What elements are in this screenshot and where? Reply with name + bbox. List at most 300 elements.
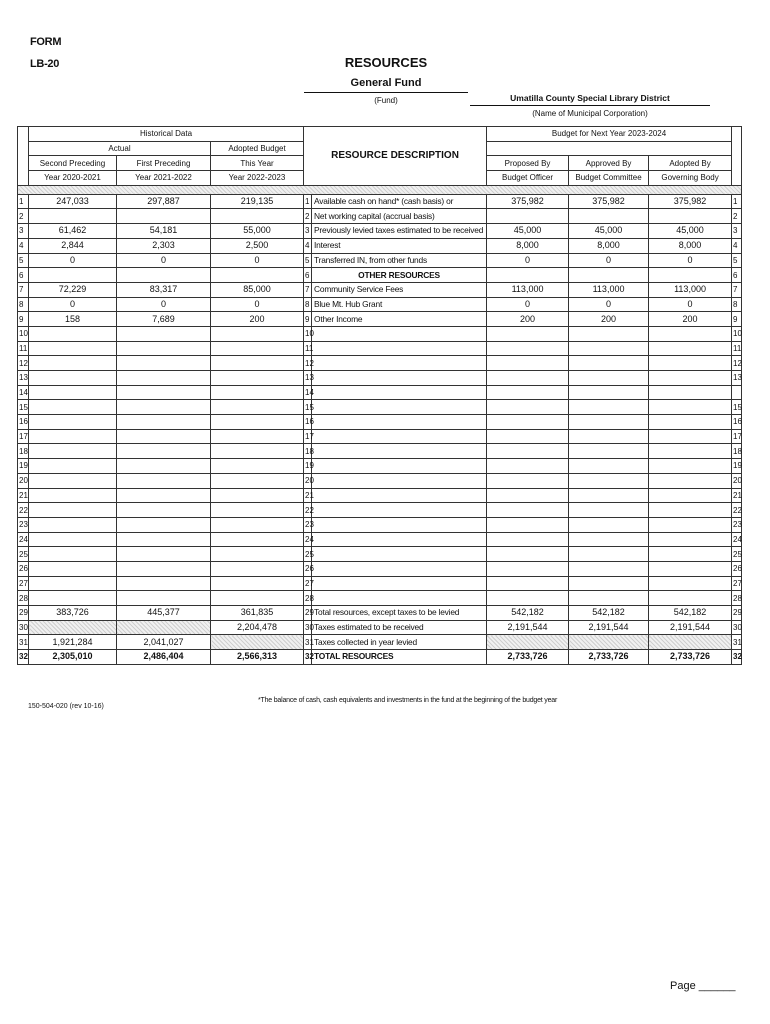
line-number-inner: 7	[304, 282, 312, 297]
first-preceding-value	[117, 503, 211, 518]
adopted-this-year-value	[211, 576, 304, 591]
line-number: 12	[18, 356, 29, 371]
adopted-this-year-value	[211, 429, 304, 444]
approved-value	[569, 371, 649, 386]
resource-description: Taxes collected in year levied	[312, 635, 487, 650]
adopted-this-year-value	[211, 326, 304, 341]
table-row	[18, 444, 742, 459]
line-number-right: 7	[732, 282, 742, 297]
second-preceding-value	[29, 209, 117, 224]
proposed-value	[487, 576, 569, 591]
line-number-inner: 1	[304, 194, 312, 209]
footnote: *The balance of cash, cash equivalents and investments in the fund at the beginning of the budget year	[258, 697, 558, 704]
line-number-inner: 13	[304, 371, 312, 386]
resource-description	[312, 488, 487, 503]
first-preceding-value	[117, 473, 211, 488]
second-preceding-line2: Year 2020-2021	[29, 171, 117, 186]
line-number-right: 24	[732, 532, 742, 547]
second-preceding-value: 2,844	[29, 238, 117, 253]
adopted-value: 200	[649, 312, 732, 327]
table-row	[18, 561, 742, 576]
line-number-right: 13	[732, 371, 742, 386]
line-number-right: 15	[732, 400, 742, 415]
resource-description: Other Income	[312, 312, 487, 327]
resource-description: Previously levied taxes estimated to be received	[312, 224, 487, 239]
resource-description: Net working capital (accrual basis)	[312, 209, 487, 224]
second-preceding-value: 383,726	[29, 606, 117, 621]
resource-description	[312, 429, 487, 444]
proposed-value	[487, 209, 569, 224]
line-number: 21	[18, 488, 29, 503]
second-preceding-value: 158	[29, 312, 117, 327]
table-row	[18, 488, 742, 503]
adopted-value	[649, 561, 732, 576]
second-preceding-value	[29, 268, 117, 283]
line-number: 25	[18, 547, 29, 562]
second-preceding-value	[29, 503, 117, 518]
adopted-value	[649, 444, 732, 459]
table-row	[18, 268, 742, 283]
first-preceding-value: 2,041,027	[117, 635, 211, 650]
table-row	[18, 326, 742, 341]
proposed-value: 0	[487, 297, 569, 312]
adopted-this-year-value	[211, 371, 304, 386]
table-row	[18, 312, 742, 327]
actual-header: Actual	[29, 141, 211, 156]
resource-description	[312, 517, 487, 532]
second-preceding-value	[29, 488, 117, 503]
resource-description: Transferred IN, from other funds	[312, 253, 487, 268]
first-preceding-value: 0	[117, 253, 211, 268]
approved-value: 542,182	[569, 606, 649, 621]
first-preceding-line2: Year 2021-2022	[117, 171, 211, 186]
first-preceding-value	[117, 371, 211, 386]
resource-description	[312, 371, 487, 386]
line-number-right: 11	[732, 341, 742, 356]
budget-next-year-header: Budget for Next Year 2023-2024	[487, 127, 732, 142]
adopted-value	[649, 576, 732, 591]
adopted-this-year-value	[211, 415, 304, 430]
resource-description: Available cash on hand* (cash basis) or	[312, 194, 487, 209]
adopted-this-year-value	[211, 444, 304, 459]
line-number-right: 8	[732, 297, 742, 312]
proposed-value	[487, 429, 569, 444]
adopted-this-year-value	[211, 400, 304, 415]
adopted-value	[649, 400, 732, 415]
approved-value: 8,000	[569, 238, 649, 253]
adopted-value	[649, 547, 732, 562]
second-preceding-value	[29, 400, 117, 415]
resource-description	[312, 547, 487, 562]
proposed-value	[487, 517, 569, 532]
first-preceding-value: 7,689	[117, 312, 211, 327]
first-preceding-value	[117, 591, 211, 606]
adopted-this-year-line1: Adopted Budget	[211, 141, 304, 156]
line-number-inner: 19	[304, 459, 312, 474]
line-number-right: 30	[732, 620, 742, 635]
line-number-inner: 17	[304, 429, 312, 444]
adopted-this-year-value: 200	[211, 312, 304, 327]
proposed-value	[487, 635, 569, 650]
line-number-right: 31	[732, 635, 742, 650]
line-number-right: 12	[732, 356, 742, 371]
line-number: 9	[18, 312, 29, 327]
line-number-inner: 5	[304, 253, 312, 268]
adopted-this-year-value	[211, 517, 304, 532]
line-number: 15	[18, 400, 29, 415]
adopted-line1: Adopted By	[649, 156, 732, 171]
line-number-right: 29	[732, 606, 742, 621]
line-number: 8	[18, 297, 29, 312]
line-number-inner: 18	[304, 444, 312, 459]
page-number: Page ______	[670, 980, 736, 992]
line-number-right: 16	[732, 415, 742, 430]
adopted-value	[649, 341, 732, 356]
proposed-value: 0	[487, 253, 569, 268]
line-number-right: 23	[732, 517, 742, 532]
line-number: 19	[18, 459, 29, 474]
first-preceding-value	[117, 326, 211, 341]
adopted-value	[649, 356, 732, 371]
adopted-this-year-value: 219,135	[211, 194, 304, 209]
second-preceding-value	[29, 561, 117, 576]
line-number-inner: 6	[304, 268, 312, 283]
table-row	[18, 209, 742, 224]
line-number: 3	[18, 224, 29, 239]
adopted-this-year-line2: This Year	[211, 156, 304, 171]
line-number: 14	[18, 385, 29, 400]
resource-description	[312, 341, 487, 356]
first-preceding-value	[117, 620, 211, 635]
proposed-value: 375,982	[487, 194, 569, 209]
line-number: 20	[18, 473, 29, 488]
resource-description: OTHER RESOURCES	[312, 268, 487, 283]
proposed-value	[487, 591, 569, 606]
resource-description	[312, 473, 487, 488]
approved-value	[569, 561, 649, 576]
table-row	[18, 341, 742, 356]
line-number-inner: 9	[304, 312, 312, 327]
resource-description	[312, 576, 487, 591]
proposed-value	[487, 532, 569, 547]
adopted-value	[649, 209, 732, 224]
line-number-inner: 26	[304, 561, 312, 576]
line-number-right: 28	[732, 591, 742, 606]
line-number: 23	[18, 517, 29, 532]
adopted-value	[649, 503, 732, 518]
proposed-value	[487, 488, 569, 503]
proposed-line2: Budget Officer	[487, 171, 569, 186]
table-row	[18, 400, 742, 415]
approved-value: 375,982	[569, 194, 649, 209]
proposed-value	[487, 356, 569, 371]
line-number-inner: 12	[304, 356, 312, 371]
approved-value	[569, 591, 649, 606]
adopted-this-year-value	[211, 268, 304, 283]
approved-value	[569, 576, 649, 591]
proposed-value: 200	[487, 312, 569, 327]
approved-value	[569, 444, 649, 459]
line-number: 2	[18, 209, 29, 224]
adopted-this-year-value: 2,500	[211, 238, 304, 253]
adopted-this-year-value	[211, 503, 304, 518]
line-number-inner: 4	[304, 238, 312, 253]
line-number-right: 22	[732, 503, 742, 518]
approved-value: 113,000	[569, 282, 649, 297]
line-number: 26	[18, 561, 29, 576]
second-preceding-value	[29, 415, 117, 430]
first-preceding-value	[117, 429, 211, 444]
first-preceding-line1: First Preceding	[117, 156, 211, 171]
line-number-right: 21	[732, 488, 742, 503]
adopted-value	[649, 326, 732, 341]
municipality-underline	[470, 105, 710, 106]
table-row	[18, 473, 742, 488]
proposed-value	[487, 385, 569, 400]
line-number-inner: 23	[304, 517, 312, 532]
line-number: 18	[18, 444, 29, 459]
table-row	[18, 591, 742, 606]
second-preceding-value	[29, 517, 117, 532]
resource-description	[312, 503, 487, 518]
line-number-right: 25	[732, 547, 742, 562]
line-number-right: 5	[732, 253, 742, 268]
first-preceding-value	[117, 547, 211, 562]
line-number-inner: 30	[304, 620, 312, 635]
proposed-value: 113,000	[487, 282, 569, 297]
line-number: 5	[18, 253, 29, 268]
approved-value: 0	[569, 253, 649, 268]
adopted-this-year-value	[211, 547, 304, 562]
resource-description	[312, 326, 487, 341]
resource-description	[312, 356, 487, 371]
line-number-right: 19	[732, 459, 742, 474]
adopted-value	[649, 371, 732, 386]
form-number: LB-20	[30, 58, 60, 70]
approved-value: 200	[569, 312, 649, 327]
line-number: 29	[18, 606, 29, 621]
historical-data-header: Historical Data	[29, 127, 304, 142]
adopted-line2: Governing Body	[649, 171, 732, 186]
second-preceding-value: 0	[29, 297, 117, 312]
approved-line1: Approved By	[569, 156, 649, 171]
adopted-value	[649, 517, 732, 532]
proposed-value	[487, 326, 569, 341]
line-number-inner: 3	[304, 224, 312, 239]
resource-description: TOTAL RESOURCES	[312, 650, 487, 665]
second-preceding-value	[29, 620, 117, 635]
table-row	[18, 297, 742, 312]
table-row	[18, 650, 742, 665]
line-number-right: 20	[732, 473, 742, 488]
adopted-value	[649, 473, 732, 488]
second-preceding-value	[29, 326, 117, 341]
line-number: 13	[18, 371, 29, 386]
adopted-this-year-value	[211, 209, 304, 224]
line-number: 30	[18, 620, 29, 635]
second-preceding-value	[29, 532, 117, 547]
resource-description-header: RESOURCE DESCRIPTION	[304, 127, 487, 186]
adopted-this-year-value: 55,000	[211, 224, 304, 239]
adopted-this-year-value: 0	[211, 253, 304, 268]
adopted-value	[649, 385, 732, 400]
adopted-value	[649, 429, 732, 444]
adopted-value	[649, 635, 732, 650]
line-number-inner: 10	[304, 326, 312, 341]
second-preceding-value: 72,229	[29, 282, 117, 297]
adopted-this-year-value	[211, 473, 304, 488]
proposed-value: 542,182	[487, 606, 569, 621]
proposed-value	[487, 459, 569, 474]
resource-description: Taxes estimated to be received	[312, 620, 487, 635]
table-row	[18, 385, 742, 400]
adopted-value: 8,000	[649, 238, 732, 253]
line-number-inner: 16	[304, 415, 312, 430]
line-number: 28	[18, 591, 29, 606]
resource-description	[312, 459, 487, 474]
line-number: 31	[18, 635, 29, 650]
line-number: 6	[18, 268, 29, 283]
line-number-inner: 11	[304, 341, 312, 356]
approved-value	[569, 488, 649, 503]
second-preceding-value	[29, 576, 117, 591]
approved-value	[569, 268, 649, 283]
line-number-right: 1	[732, 194, 742, 209]
resource-description	[312, 415, 487, 430]
second-preceding-value: 61,462	[29, 224, 117, 239]
table-row	[18, 459, 742, 474]
adopted-value	[649, 532, 732, 547]
adopted-value	[649, 459, 732, 474]
adopted-value	[649, 591, 732, 606]
line-number: 16	[18, 415, 29, 430]
line-number: 17	[18, 429, 29, 444]
approved-value	[569, 341, 649, 356]
page-title: RESOURCES	[344, 55, 428, 70]
line-number-right: 6	[732, 268, 742, 283]
first-preceding-value: 83,317	[117, 282, 211, 297]
proposed-value	[487, 547, 569, 562]
table-row	[18, 503, 742, 518]
approved-value	[569, 356, 649, 371]
proposed-value	[487, 415, 569, 430]
first-preceding-value: 2,303	[117, 238, 211, 253]
line-number: 24	[18, 532, 29, 547]
adopted-value: 542,182	[649, 606, 732, 621]
adopted-this-year-value	[211, 341, 304, 356]
adopted-value: 113,000	[649, 282, 732, 297]
line-number-right: 4	[732, 238, 742, 253]
proposed-value	[487, 371, 569, 386]
resource-description: Blue Mt. Hub Grant	[312, 297, 487, 312]
second-preceding-value	[29, 444, 117, 459]
line-number-right: 32	[732, 650, 742, 665]
approved-value	[569, 415, 649, 430]
line-number-inner: 24	[304, 532, 312, 547]
line-number-right: 18	[732, 444, 742, 459]
adopted-value: 2,191,544	[649, 620, 732, 635]
adopted-this-year-value	[211, 459, 304, 474]
resource-description	[312, 561, 487, 576]
first-preceding-value	[117, 385, 211, 400]
line-number-inner: 28	[304, 591, 312, 606]
adopted-this-year-value: 361,835	[211, 606, 304, 621]
line-number-inner: 15	[304, 400, 312, 415]
second-preceding-value	[29, 459, 117, 474]
resource-description	[312, 444, 487, 459]
line-number-right: 3	[732, 224, 742, 239]
proposed-value: 8,000	[487, 238, 569, 253]
line-number-right	[732, 385, 742, 400]
first-preceding-value	[117, 576, 211, 591]
table-row	[18, 429, 742, 444]
adopted-this-year-value: 0	[211, 297, 304, 312]
table-row	[18, 238, 742, 253]
first-preceding-value: 445,377	[117, 606, 211, 621]
approved-value	[569, 547, 649, 562]
second-preceding-value	[29, 371, 117, 386]
approved-value	[569, 532, 649, 547]
line-number-inner: 32	[304, 650, 312, 665]
first-preceding-value	[117, 356, 211, 371]
adopted-this-year-value	[211, 561, 304, 576]
proposed-value: 2,191,544	[487, 620, 569, 635]
adopted-this-year-value: 2,204,478	[211, 620, 304, 635]
approved-value	[569, 209, 649, 224]
first-preceding-value: 297,887	[117, 194, 211, 209]
first-preceding-value	[117, 268, 211, 283]
resource-description	[312, 532, 487, 547]
line-number-right: 2	[732, 209, 742, 224]
line-number: 27	[18, 576, 29, 591]
adopted-this-year-value: 2,566,313	[211, 650, 304, 665]
municipality-caption: (Name of Municipal Corporation)	[532, 109, 648, 118]
fund-caption: (Fund)	[374, 96, 398, 105]
line-number-inner: 25	[304, 547, 312, 562]
line-number-inner: 2	[304, 209, 312, 224]
table-row	[18, 282, 742, 297]
proposed-line1: Proposed By	[487, 156, 569, 171]
adopted-value	[649, 415, 732, 430]
proposed-value	[487, 561, 569, 576]
proposed-value	[487, 503, 569, 518]
approved-value	[569, 400, 649, 415]
adopted-value: 0	[649, 297, 732, 312]
approved-value	[569, 635, 649, 650]
line-number: 32	[18, 650, 29, 665]
proposed-value	[487, 341, 569, 356]
line-number: 22	[18, 503, 29, 518]
line-number-right: 26	[732, 561, 742, 576]
table-row	[18, 635, 742, 650]
line-number-inner: 31	[304, 635, 312, 650]
first-preceding-value	[117, 209, 211, 224]
first-preceding-value: 2,486,404	[117, 650, 211, 665]
adopted-this-year-value	[211, 635, 304, 650]
adopted-this-year-line3: Year 2022-2023	[211, 171, 304, 186]
adopted-value: 2,733,726	[649, 650, 732, 665]
line-number: 10	[18, 326, 29, 341]
second-preceding-line1: Second Preceding	[29, 156, 117, 171]
second-preceding-value: 247,033	[29, 194, 117, 209]
second-preceding-value	[29, 385, 117, 400]
second-preceding-value	[29, 591, 117, 606]
line-number-inner: 8	[304, 297, 312, 312]
approved-value	[569, 517, 649, 532]
adopted-this-year-value: 85,000	[211, 282, 304, 297]
first-preceding-value	[117, 532, 211, 547]
first-preceding-value: 0	[117, 297, 211, 312]
